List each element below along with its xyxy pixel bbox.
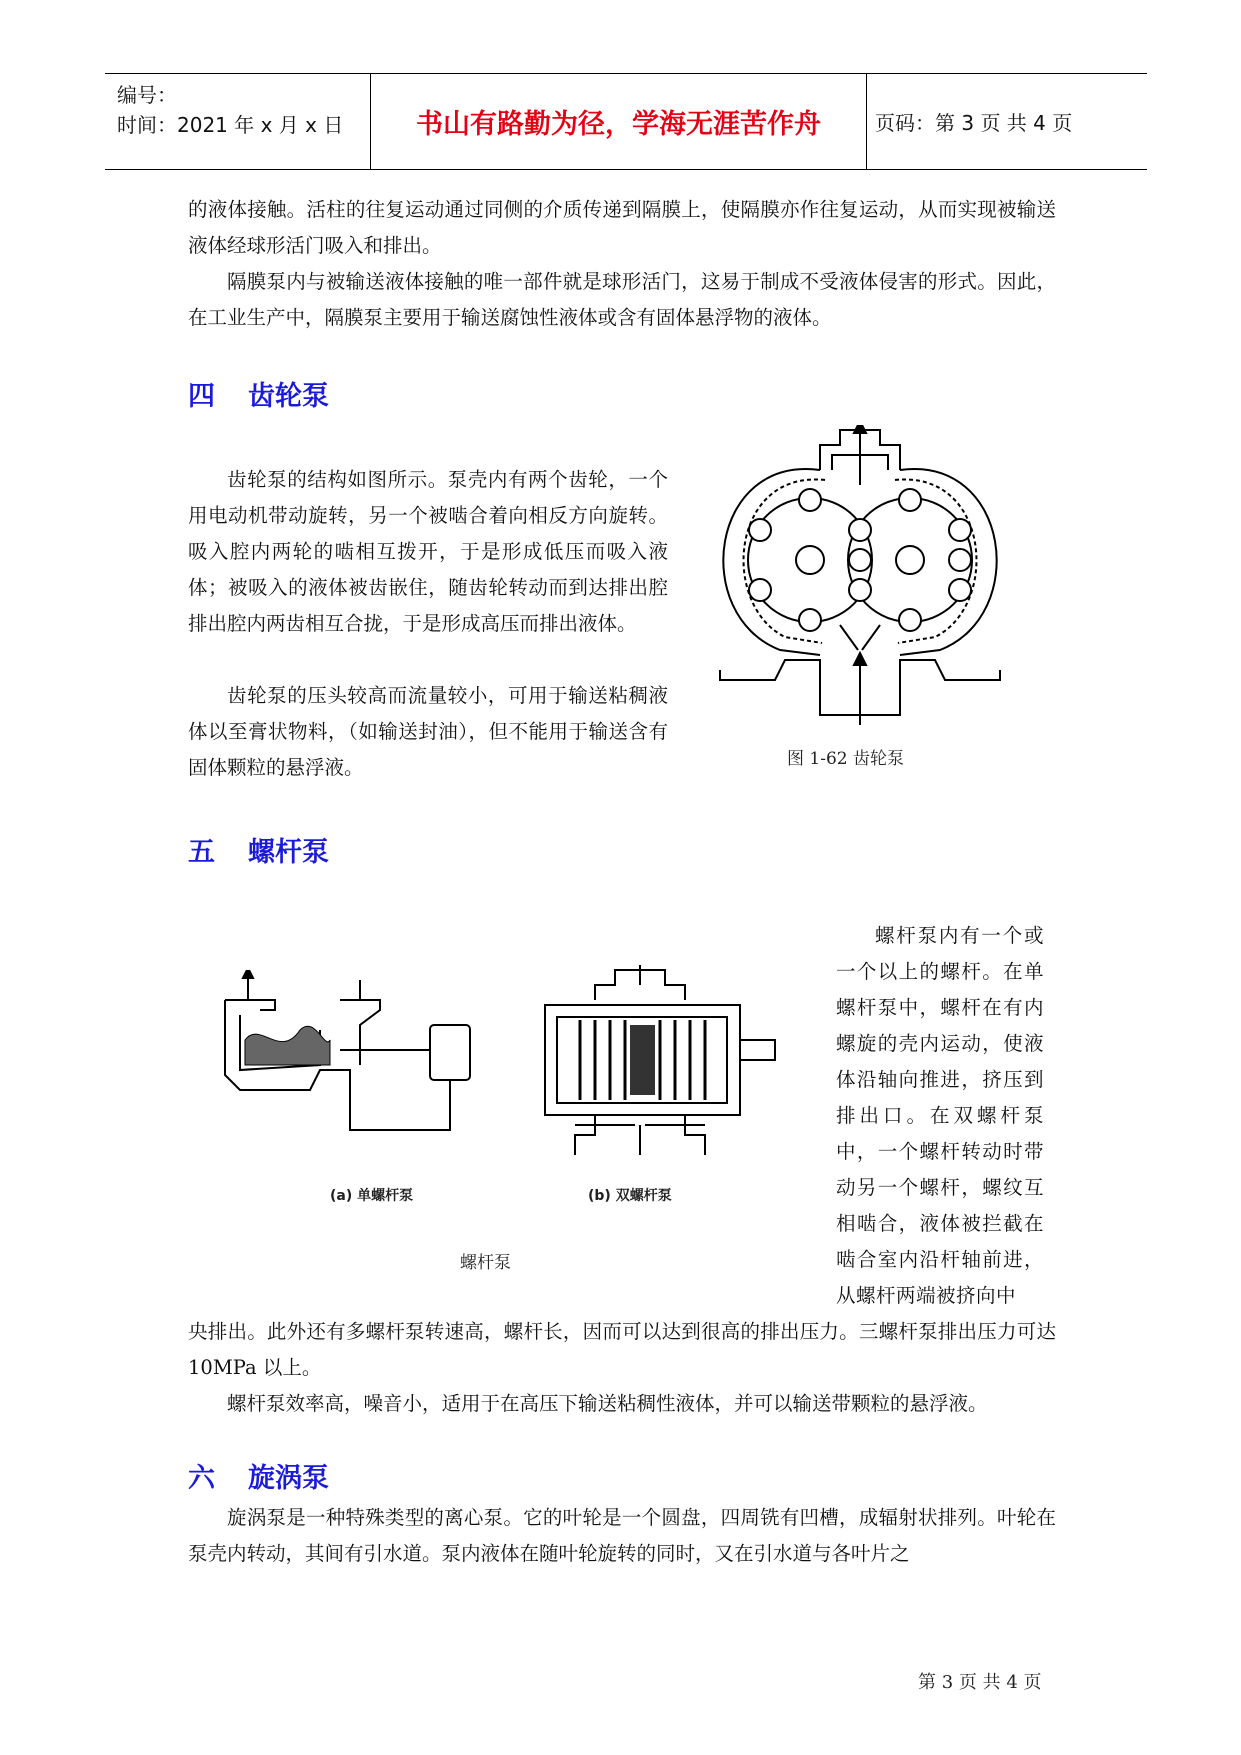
single-screw-label: (a) 单螺杆泵 bbox=[330, 1188, 414, 1204]
section-title: 旋涡泵 bbox=[248, 1463, 329, 1494]
header-meta bbox=[117, 80, 367, 140]
page-header bbox=[105, 73, 1147, 170]
twin-screw-pump-diagram bbox=[535, 965, 780, 1160]
gear-pump-diagram bbox=[700, 425, 1010, 725]
section-heading-vortex-pump bbox=[188, 1456, 329, 1495]
section-number: 六 bbox=[188, 1463, 215, 1494]
gear-paragraph-1: 齿轮泵的结构如图所示。泵壳内有两个齿轮，一个用电动机带动旋转，另一个被啮合着向相反方向旋转。吸入腔内两轮的啮相互拨开，于是形成低压而吸入液体；被吸入的液体被齿嵌住，随齿轮转动而到达排出腔排出腔内两齿相互合拢，于是形成高压而排出液体。 bbox=[188, 468, 668, 635]
page-footer: 第 3 页 共 4 页 bbox=[918, 1672, 1042, 1693]
screw-paragraph-2: 螺杆泵效率高，噪音小，适用于在高压下输送粘稠性液体，并可以输送带颗粒的悬浮液。 bbox=[227, 1392, 988, 1415]
single-screw-pump-diagram bbox=[220, 970, 490, 1145]
intro-paragraph-2: 隔膜泵内与被输送液体接触的唯一部件就是球形活门，这易于制成不受液体侵害的形式。因此，在工业生产中，隔膜泵主要用于输送腐蚀性液体或含有固体悬浮物的液体。 bbox=[188, 270, 1056, 329]
section-number: 五 bbox=[188, 837, 215, 868]
section-number: 四 bbox=[188, 381, 215, 412]
screw-figure-caption: 螺杆泵 bbox=[460, 1253, 511, 1273]
gear-paragraph-2: 齿轮泵的压头较高而流量较小，可用于输送粘稠液体以至膏状物料，（如输送封油），但不能用于输送含有固体颗粒的悬浮液。 bbox=[188, 684, 668, 779]
screw-side-text: 螺杆泵内有一个或一个以上的螺杆。在单螺杆泵中，螺杆在有内螺旋的壳内运动，使液体沿轴向推进，挤压到排出口。在双螺杆泵中，一个螺杆转动时带动另一个螺杆，螺纹互相啮合，液体被拦截在啮合室内沿杆轴前进，从螺杆两端被挤向中 bbox=[836, 924, 1044, 1307]
section-title: 螺杆泵 bbox=[248, 837, 329, 868]
header-motto: 书山有路勤为径，学海无涯苦作舟 bbox=[370, 74, 867, 169]
header-page-info: 页码：第 3 页 共 4 页 bbox=[875, 111, 1073, 135]
time-label: 时间：2021 年 x 月 x 日 bbox=[117, 113, 344, 137]
section-heading-screw-pump bbox=[188, 830, 329, 869]
vortex-paragraph-1: 旋涡泵是一种特殊类型的离心泵。它的叶轮是一个圆盘，四周铣有凹槽，成辐射状排列。叶轮在泵壳内转动，其间有引水道。泵内液体在随叶轮旋转的同时，又在引水道与各叶片之 bbox=[188, 1506, 1056, 1565]
screw-continuation: 央排出。此外还有多螺杆泵转速高，螺杆长，因而可以达到很高的排出压力。三螺杆泵排出压力可达 10MPa 以上。 bbox=[188, 1320, 1056, 1379]
twin-screw-label: (b) 双螺杆泵 bbox=[588, 1188, 672, 1204]
gear-figure-caption: 图 1-62 齿轮泵 bbox=[787, 749, 904, 769]
section-title: 齿轮泵 bbox=[248, 381, 329, 412]
section-heading-gear-pump bbox=[188, 374, 329, 413]
intro-paragraph-1: 的液体接触。活柱的往复运动通过同侧的介质传递到隔膜上，使隔膜亦作往复运动，从而实现被输送液体经球形活门吸入和排出。 bbox=[188, 198, 1056, 257]
number-label: 编号： bbox=[117, 83, 177, 107]
